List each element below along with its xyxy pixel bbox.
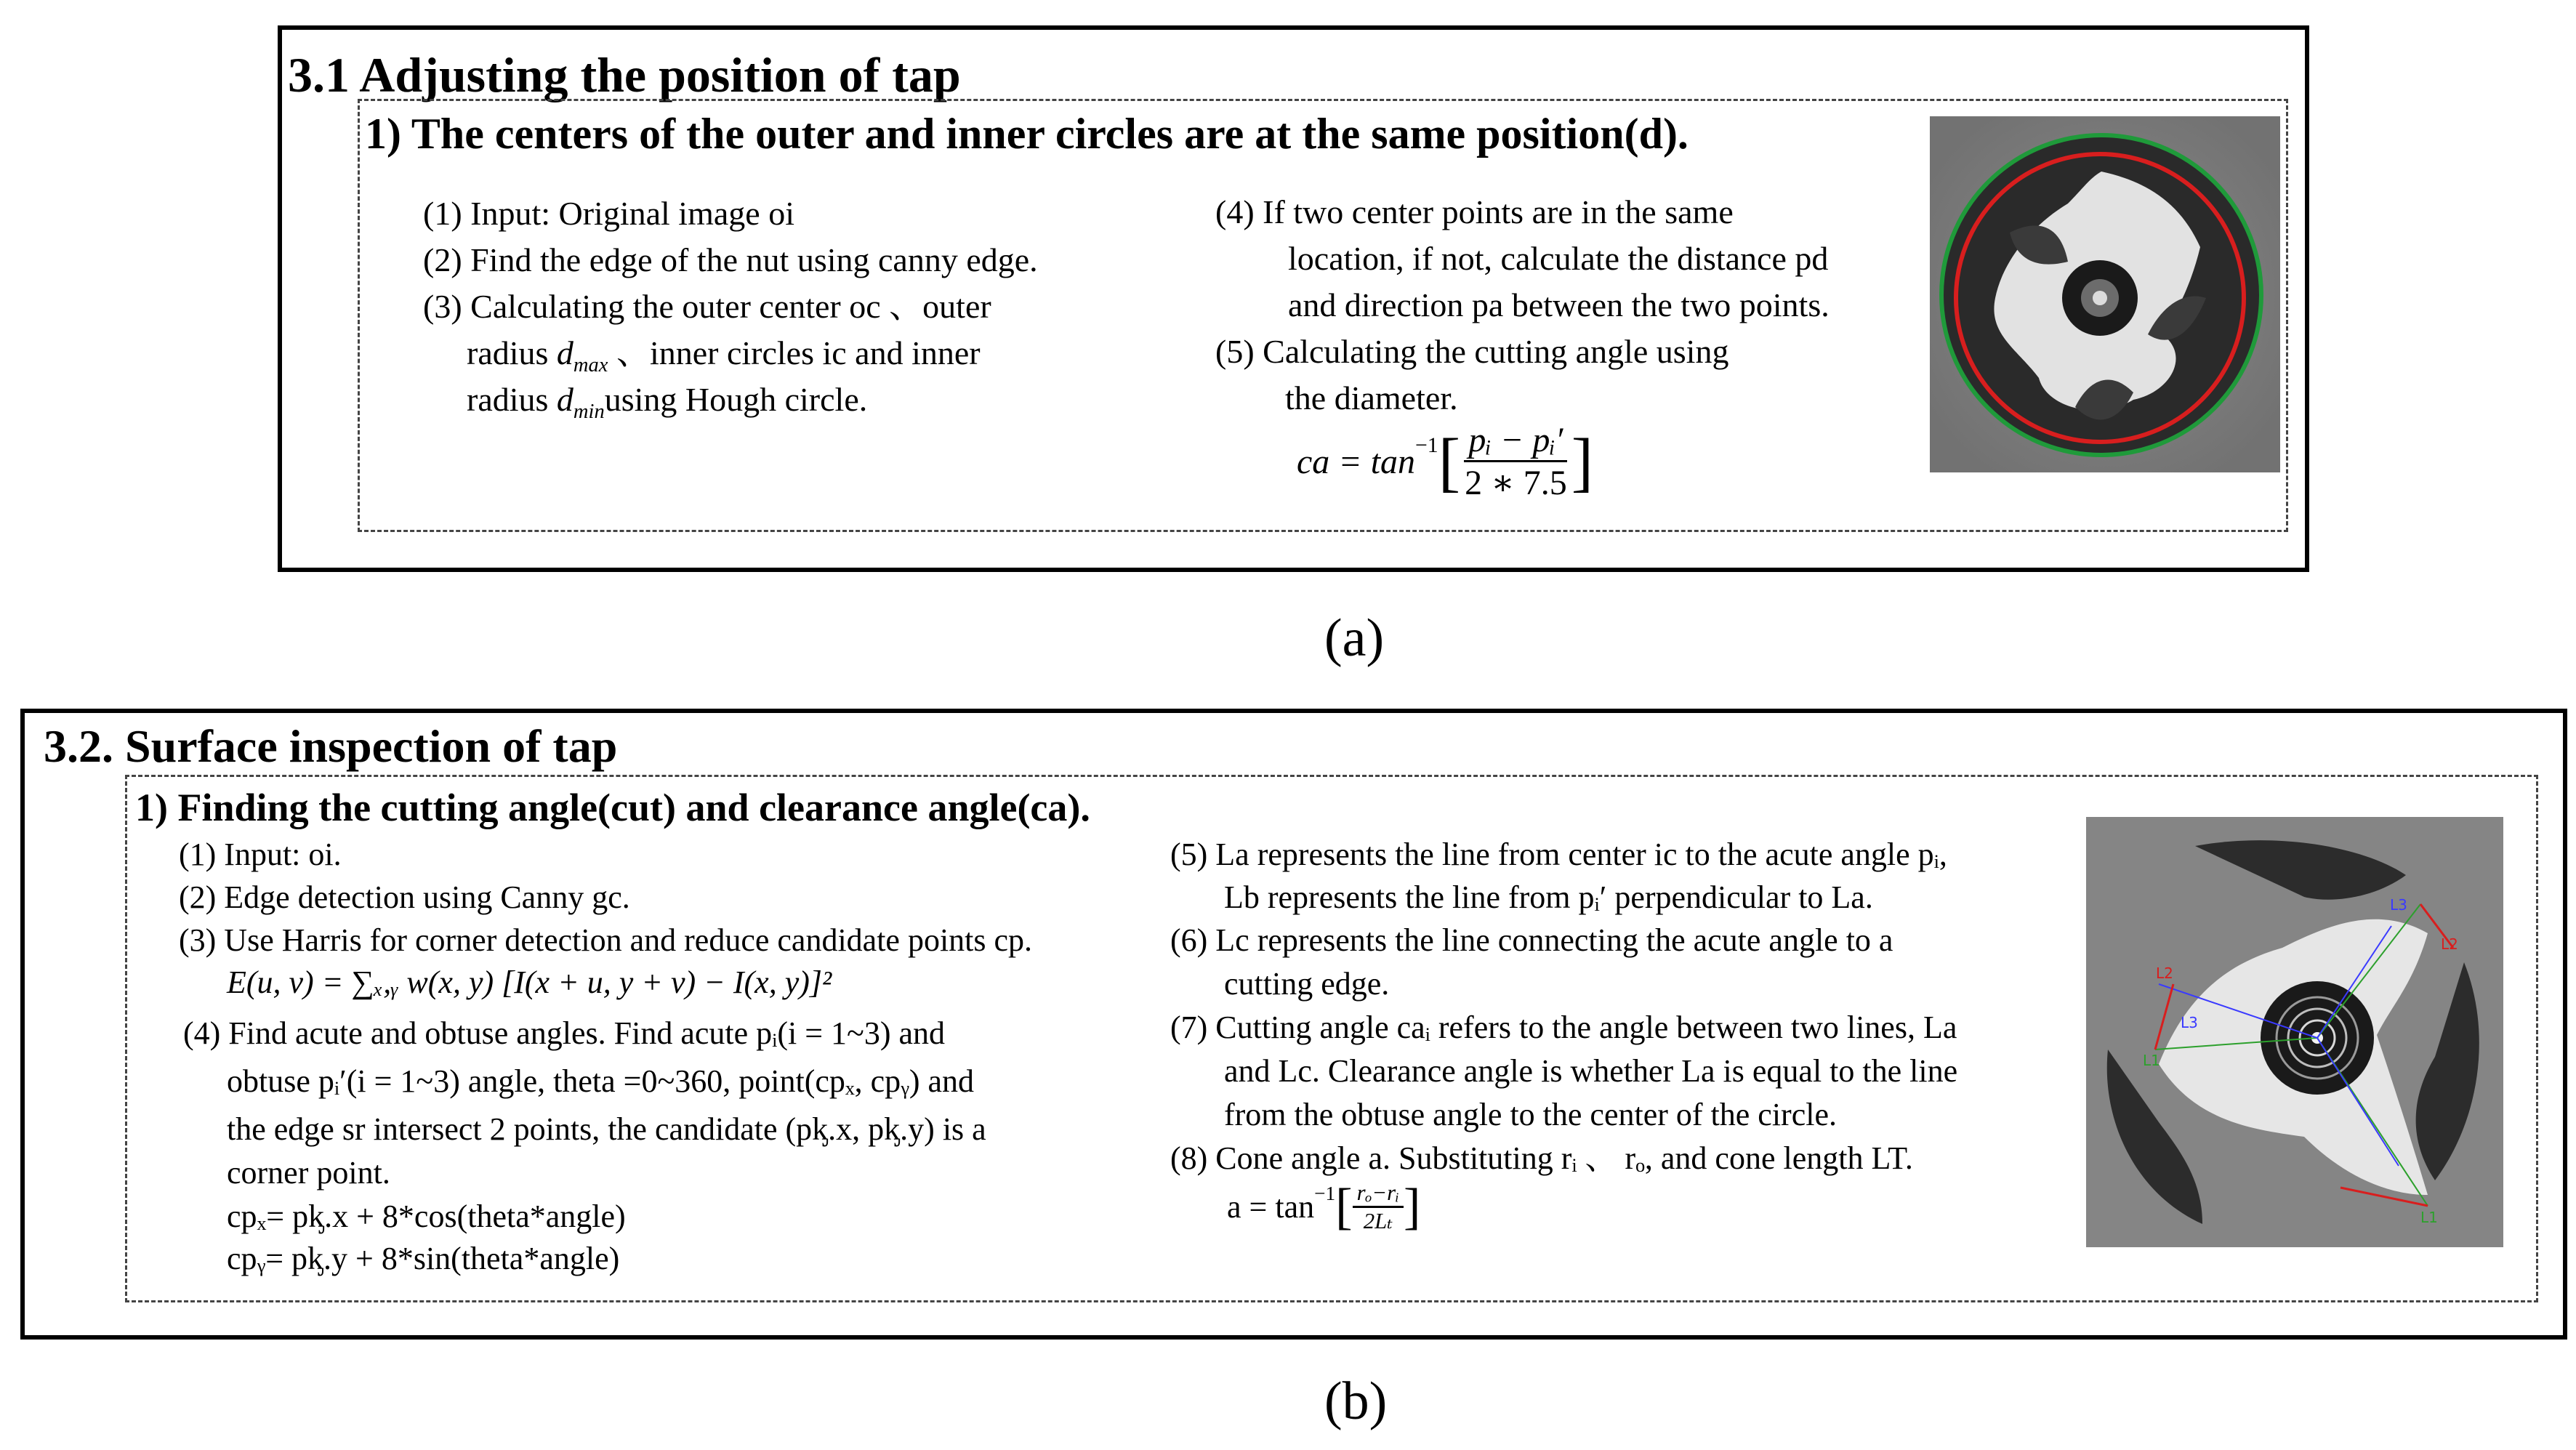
b-step-2: (2) Edge detection using Canny gc. xyxy=(179,879,630,915)
panel-b-title: 3.2. Surface inspection of tap xyxy=(44,720,618,772)
a-step-3-line1: (3) Calculating the outer center oc 、outer xyxy=(423,288,991,325)
a-step-5-line1: (5) Calculating the cutting angle using xyxy=(1215,333,1729,370)
b-step-6-line2: cutting edge. xyxy=(1224,966,1390,1002)
b-label-l1-a: L1 xyxy=(2143,1052,2160,1069)
b-formula-cone-angle: a = tan $^{-1}$ [ $\frac{\text{rₒ−rᵢ}}{\text{2Lₜ}}$ ] xyxy=(1227,1178,1421,1235)
b-label-l3-a: L3 xyxy=(2390,896,2407,914)
panel-b-subtitle: 1) Finding the cutting angle(cut) and clearance angle(ca). xyxy=(135,786,1090,829)
b-step-7-line1: (7) Cutting angle caᵢ refers to the angle between two lines, La xyxy=(1170,1010,1957,1045)
b-step-3: (3) Use Harris for corner detection and reduce candidate points cp. xyxy=(179,922,1033,958)
b-label-l1-b: L1 xyxy=(2420,1209,2438,1226)
a-center-point xyxy=(2093,291,2107,305)
b-label-l3-b: L3 xyxy=(2181,1014,2198,1031)
b-step-4-line4: corner point. xyxy=(227,1155,390,1191)
b-step-5-line1: (5) La represents the line from center ic to the acute angle pᵢ, xyxy=(1170,837,1947,872)
b-label-l2-b: L2 xyxy=(2156,964,2173,982)
panel-a-subtitle: 1) The centers of the outer and inner circles are at the same position(d). xyxy=(365,110,1689,158)
caption-a: (a) xyxy=(1324,608,1385,668)
b-label-l2-a: L2 xyxy=(2441,935,2458,953)
panel-a-title: 3.1 Adjusting the position of tap xyxy=(288,47,961,102)
a-formula-cutting-angle: ca = tan $^{-1}$ [ $\frac{\text{pᵢ − pᵢ′}}{2 ∗ 7.5}$ ] xyxy=(1297,421,1594,502)
b-tap-image xyxy=(2086,817,2503,1247)
b-step-4-line1: (4) Find acute and obtuse angles. Find acute pᵢ(i = 1~3) and xyxy=(183,1015,946,1051)
a-step-1: (1) Input: Original image oi xyxy=(423,195,794,232)
b-step-5-line2: Lb represents the line from pᵢ′ perpendicular to La. xyxy=(1224,879,1873,915)
b-step-4-formula-x: cpₓ= pᶄ.x + 8*cos(theta*angle) xyxy=(227,1199,626,1234)
a-step-3-line3: radius $d_{min}using$ Hough circle. xyxy=(467,381,868,424)
a-step-4-line2: location, if not, calculate the distance pd xyxy=(1288,240,1829,277)
b-step-1: (1) Input: oi. xyxy=(179,837,342,872)
a-step-3-line2: radius $d_{max}$ 、inner circles ic and inner xyxy=(467,334,981,377)
b-step-8-line1: (8) Cone angle a. Substituting rᵢ 、 rₒ, and cone length LT. xyxy=(1170,1140,1913,1176)
b-step-4-line3: the edge sr intersect 2 points, the candidate (pᶄ.x, pᶄ.y) is a xyxy=(227,1111,986,1147)
b-step-7-line2: and Lc. Clearance angle is whether La is equal to the line xyxy=(1224,1053,1958,1089)
a-tap-image xyxy=(1930,116,2280,472)
caption-b: (b) xyxy=(1324,1372,1388,1431)
b-step-4-formula-y: cpᵧ= pᶄ.y + 8*sin(theta*angle) xyxy=(227,1241,620,1276)
a-step-4-line3: and direction pa between the two points. xyxy=(1288,286,1830,323)
a-step-2: (2) Find the edge of the nut using canny edge. xyxy=(423,241,1038,278)
b-step-7-line3: from the obtuse angle to the center of the circle. xyxy=(1224,1097,1837,1132)
b-step-3-formula: E(u, v) = ∑ₓ,ᵧ w(x, y) [I(x + u, y + v) − I(x, y)]² xyxy=(227,964,832,1000)
a-step-5-line2: the diameter. xyxy=(1285,379,1458,416)
b-step-6-line1: (6) Lc represents the line connecting the acute angle to a xyxy=(1170,922,1893,958)
b-step-4-line2: obtuse pᵢ′(i = 1~3) angle, theta =0~360, point(cpₓ, cpᵧ) and xyxy=(227,1063,975,1099)
a-step-4-line1: (4) If two center points are in the same xyxy=(1215,193,1734,230)
